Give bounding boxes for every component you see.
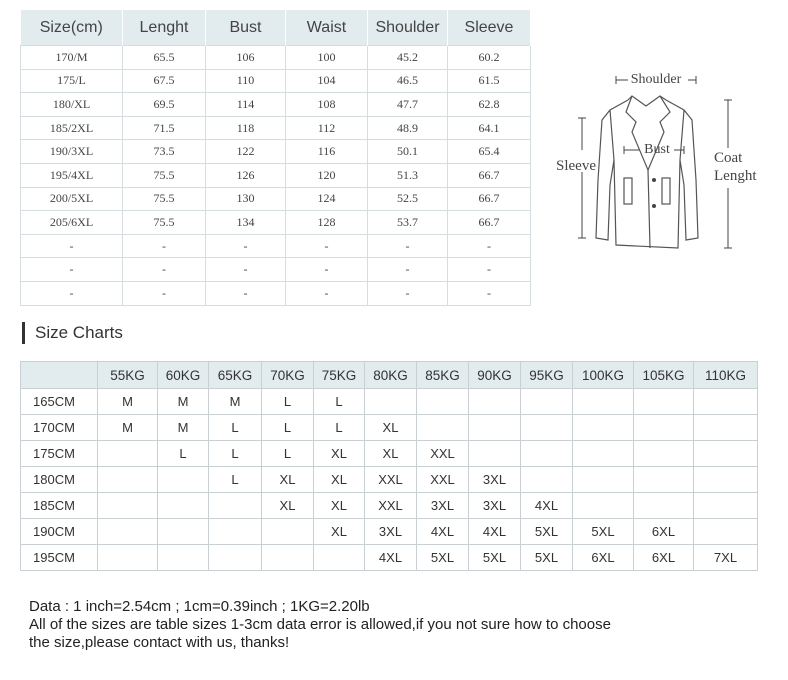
size-cell: XXL [417,441,469,467]
size-cell [98,519,158,545]
size-cell [158,545,209,571]
measurement-row [21,281,531,305]
size-cell: 5XL [521,545,573,571]
weight-header-cell: 90KG [469,362,521,389]
jacket-outline-icon [596,96,698,248]
size-cell [98,467,158,493]
size-cell: 4XL [469,519,521,545]
measurement-cell: - [368,234,448,258]
size-cell [634,467,694,493]
size-cell: 6XL [634,519,694,545]
measurement-cell: 75.5 [123,163,206,187]
measurement-cell: - [286,281,368,305]
measurement-cell: 73.5 [123,140,206,164]
measurement-cell: 48.9 [368,116,448,140]
size-chart-row [21,467,758,493]
size-cell [573,493,634,519]
measurement-header-row [21,10,531,46]
notes [29,598,749,652]
size-chart-row [21,545,758,571]
size-cell: XXL [417,467,469,493]
measurement-cell: - [21,281,123,305]
shoulder-label: Shoulder [630,72,682,87]
measurement-cell: 45.2 [368,46,448,70]
weight-header-cell: 75KG [314,362,365,389]
header-size: Size(cm) [21,10,123,46]
measurement-cell: 53.7 [368,211,448,235]
measurement-cell: 104 [286,69,368,93]
height-label: 175CM [21,441,98,467]
measurement-cell: 200/5XL [21,187,123,211]
measurement-cell: 118 [206,116,286,140]
size-cell: XL [365,441,417,467]
size-cell [314,545,365,571]
measurement-cell: 106 [206,46,286,70]
header-length: Lenght [123,10,206,46]
size-cell [634,415,694,441]
measurement-row [21,187,531,211]
measurement-cell: 66.7 [448,163,531,187]
weight-header-cell: 95KG [521,362,573,389]
size-cell [158,467,209,493]
size-cell [694,519,758,545]
jacket-diagram [548,60,768,260]
header-shoulder: Shoulder [368,10,448,46]
size-chart-row [21,441,758,467]
size-cell [209,519,262,545]
height-label: 170CM [21,415,98,441]
size-cell [634,493,694,519]
measurement-cell: 100 [286,46,368,70]
size-cell [469,441,521,467]
size-cell: 7XL [694,545,758,571]
size-cell: 4XL [417,519,469,545]
measurement-cell: 62.8 [448,93,531,117]
size-cell: XL [314,441,365,467]
measurement-cell: 185/2XL [21,116,123,140]
measurement-cell: 114 [206,93,286,117]
note-conversion: Data : 1 inch=2.54cm ; 1cm=0.39inch ; 1KG=2.20lb [29,598,370,615]
measurement-cell: 195/4XL [21,163,123,187]
size-cell: XL [365,415,417,441]
measurement-cell: 64.1 [448,116,531,140]
size-cell [573,389,634,415]
header-bust: Bust [206,10,286,46]
height-label: 180CM [21,467,98,493]
measurement-row [21,116,531,140]
size-cell [209,493,262,519]
size-chart-row [21,415,758,441]
size-cell: L [262,389,314,415]
measurement-cell: - [21,258,123,282]
measurement-cell: 66.7 [448,211,531,235]
size-cell [158,493,209,519]
measurement-row [21,258,531,282]
measurement-cell: 52.5 [368,187,448,211]
measurement-cell: - [206,281,286,305]
measurement-cell: 66.7 [448,187,531,211]
measurement-cell: 51.3 [368,163,448,187]
measurement-cell: 112 [286,116,368,140]
size-cell [694,441,758,467]
measurement-row [21,69,531,93]
measurement-cell: 69.5 [123,93,206,117]
size-cell [158,519,209,545]
measurement-cell: - [368,281,448,305]
measurement-cell: 50.1 [368,140,448,164]
size-cell [521,389,573,415]
size-cell: 4XL [521,493,573,519]
measurement-cell: - [368,258,448,282]
size-cell [469,415,521,441]
size-cell: XXL [365,493,417,519]
size-cell [365,389,417,415]
size-cell [98,545,158,571]
measurement-cell: 110 [206,69,286,93]
measurement-cell: 71.5 [123,116,206,140]
measurement-cell: - [123,281,206,305]
weight-header-cell: 100KG [573,362,634,389]
size-cell [694,493,758,519]
size-cell [694,467,758,493]
size-cell [573,415,634,441]
weight-header-cell: 55KG [98,362,158,389]
size-cell: M [158,415,209,441]
size-cell: L [262,415,314,441]
measurement-row [21,211,531,235]
size-chart-row [21,389,758,415]
measurement-cell: - [123,258,206,282]
size-cell [262,545,314,571]
measurement-cell: - [206,234,286,258]
measurement-cell: 124 [286,187,368,211]
size-cell: 6XL [573,545,634,571]
size-cell: 4XL [365,545,417,571]
length-label: Lenght [714,168,757,184]
measurement-cell: 205/6XL [21,211,123,235]
sleeve-label: Sleeve [556,158,596,174]
size-cell: L [262,441,314,467]
measurement-row [21,46,531,70]
size-cell [634,389,694,415]
measurement-cell: 122 [206,140,286,164]
measurement-cell: 47.7 [368,93,448,117]
size-cell: 5XL [469,545,521,571]
height-label: 185CM [21,493,98,519]
measurement-cell: - [21,234,123,258]
height-label: 195CM [21,545,98,571]
measurement-cell: - [123,234,206,258]
size-chart-row [21,493,758,519]
size-cell [521,467,573,493]
size-cell: XL [314,519,365,545]
measurement-row [21,234,531,258]
measurement-cell: 60.2 [448,46,531,70]
measurement-row [21,140,531,164]
bust-label: Bust [644,142,670,157]
measurement-cell: 134 [206,211,286,235]
size-cell: M [98,415,158,441]
size-cell [262,519,314,545]
measurement-cell: - [448,258,531,282]
size-cell: 6XL [634,545,694,571]
size-chart-body [21,389,758,571]
weight-header-cell: 105KG [634,362,694,389]
size-cell [573,467,634,493]
size-cell: 5XL [417,545,469,571]
size-chart-row [21,519,758,545]
size-cell [634,441,694,467]
size-cell: XL [314,493,365,519]
size-chart-header-row [21,362,758,389]
height-label: 165CM [21,389,98,415]
measurement-cell: 75.5 [123,211,206,235]
measurement-cell: 190/3XL [21,140,123,164]
size-charts-heading: Size Charts [22,322,123,344]
size-cell: 3XL [417,493,469,519]
size-cell [694,415,758,441]
size-cell [521,441,573,467]
measurement-cell: 128 [286,211,368,235]
measurement-cell: - [206,258,286,282]
measurement-cell: 126 [206,163,286,187]
size-cell: M [98,389,158,415]
measurement-cell: 120 [286,163,368,187]
measurement-cell: 67.5 [123,69,206,93]
size-cell [417,389,469,415]
size-cell: 3XL [469,467,521,493]
size-cell: 3XL [365,519,417,545]
height-label: 190CM [21,519,98,545]
size-cell: M [158,389,209,415]
size-cell: XL [262,467,314,493]
measurement-cell: 65.4 [448,140,531,164]
measurement-cell: - [448,234,531,258]
measurement-cell: 170/M [21,46,123,70]
size-cell: L [209,415,262,441]
weight-header-cell: 60KG [158,362,209,389]
size-chart-table [20,361,758,571]
size-cell [694,389,758,415]
header-waist: Waist [286,10,368,46]
weight-header-cell: 80KG [365,362,417,389]
size-cell: L [158,441,209,467]
size-cell [469,389,521,415]
coat-label: Coat [714,150,743,166]
weight-header-cell: 85KG [417,362,469,389]
measurement-cell: 130 [206,187,286,211]
measurement-cell: 116 [286,140,368,164]
note-contact: the size,please contact with us, thanks! [29,634,290,651]
size-cell: L [209,441,262,467]
measurement-table [20,10,531,306]
size-cell: 5XL [521,519,573,545]
sleeve-measure-icon [578,118,586,238]
size-cell: L [314,415,365,441]
measurement-cell: 175/L [21,69,123,93]
measurement-cell: - [286,258,368,282]
header-sleeve: Sleeve [448,10,531,46]
measurement-cell: 108 [286,93,368,117]
size-cell: L [314,389,365,415]
measurement-cell: - [448,281,531,305]
measurement-cell: - [286,234,368,258]
size-cell [209,545,262,571]
measurement-cell: 46.5 [368,69,448,93]
note-tolerance: All of the sizes are table sizes 1-3cm data error is allowed,if you not sure how to choose [29,616,611,633]
size-cell: 5XL [573,519,634,545]
size-cell: XL [314,467,365,493]
measurement-body [21,46,531,306]
measurement-cell: 61.5 [448,69,531,93]
size-cell: L [209,467,262,493]
size-cell: XXL [365,467,417,493]
weight-header-cell: 70KG [262,362,314,389]
measurement-row [21,93,531,117]
size-chart-corner [21,362,98,389]
size-cell: 3XL [469,493,521,519]
size-cell [98,493,158,519]
size-cell [521,415,573,441]
measurement-row [21,163,531,187]
jacket-buttons [652,178,656,208]
weight-header-cell: 110KG [694,362,758,389]
size-cell [98,441,158,467]
size-cell: M [209,389,262,415]
measurement-cell: 180/XL [21,93,123,117]
measurement-cell: 65.5 [123,46,206,70]
weight-header-cell: 65KG [209,362,262,389]
size-cell [417,415,469,441]
measurement-cell: 75.5 [123,187,206,211]
size-cell: XL [262,493,314,519]
size-cell [573,441,634,467]
